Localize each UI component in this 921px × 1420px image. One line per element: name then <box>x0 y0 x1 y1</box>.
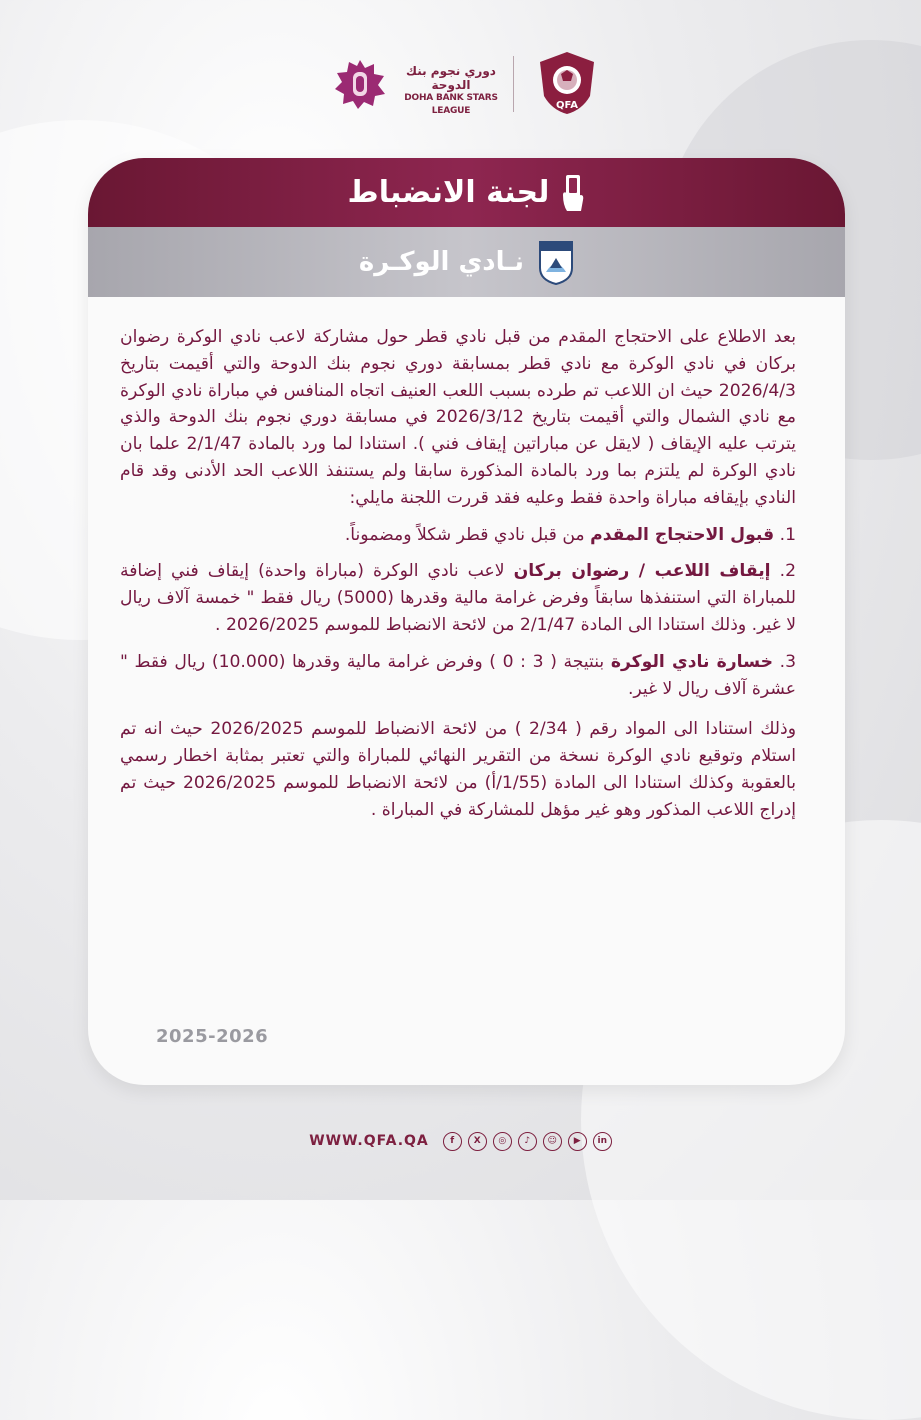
committee-title: لجنة الانضباط <box>347 175 550 210</box>
linkedin-icon[interactable]: in <box>593 1132 612 1151</box>
youtube-icon[interactable]: ▶ <box>568 1132 587 1151</box>
tiktok-icon[interactable]: ♪ <box>518 1132 537 1151</box>
qfa-abbreviation: QFA <box>556 100 578 111</box>
club-band <box>88 227 845 297</box>
league-name <box>390 64 512 118</box>
item-heading: إيقاف اللاعب / رضوان بركان <box>513 561 771 582</box>
logo-bar <box>0 50 921 116</box>
item-number: 3. <box>779 651 797 672</box>
decision-item-1 <box>120 522 796 549</box>
item-number: 1. <box>779 524 796 545</box>
x-icon[interactable]: X <box>468 1132 487 1151</box>
red-card-hand-icon <box>561 173 585 213</box>
item-number: 2. <box>779 561 796 582</box>
al-wakrah-crest-icon <box>538 238 574 286</box>
league-name-arabic: دوري نجوم بنك الدوحة <box>406 64 496 92</box>
doha-bank-stars-league-logo <box>332 58 388 110</box>
item-text: لاعب نادي الوكرة (مباراة واحدة) إيقاف فني إضافة للمباراة التي استنفذها سابقاً وفرض غرامة مالية وقدرها (5000) ريال فقط " خمسة آلاف ريال لا غير. وذلك استنادا الى المادة 2/1/47 من لائحة الانضباط للموسم 2026/2025 . <box>120 561 796 635</box>
facebook-icon[interactable]: f <box>443 1132 462 1151</box>
item-heading: خسارة نادي الوكرة <box>610 651 773 672</box>
committee-title-row <box>88 158 845 227</box>
club-name: نـادي الوكـرة <box>358 247 525 277</box>
committee-header <box>88 158 845 227</box>
intro-paragraph: بعد الاطلاع على الاحتجاج المقدم من قبل نادي قطر حول مشاركة لاعب نادي الوكرة رضوان بركان في نادي الوكرة مع نادي قطر بمسابقة دوري نجوم بنك الدوحة والتي أقيمت بتاريخ 2026/4/3 حيث ان اللاعب تم طرده بسبب اللعب العنيف اتجاه المنافس في مباراة نادي الوكرة مع نادي الشمال والتي أقيمت بتاريخ 2026/3/12 في مسابقة دوري نجوم بنك الدوحة والذي يترتب عليه الإيقاف ( لايقل عن مباراتين إيقاف فني ). استنادا لما ورد بالمادة 2/1/47 علما بان نادي الوكرة لم يلتزم بما ورد بالمادة المذكورة سابقا ولم يستنفذ اللاعب الحد الأدنى وقد قام النادي بإيقافه مباراة واحدة فقط وعليه فقد قررت اللجنة مايلي: <box>120 327 796 508</box>
season-label: 2025-2026 <box>156 1026 269 1047</box>
logo-divider <box>513 56 514 112</box>
website-link[interactable]: WWW.QFA.QA <box>309 1133 429 1149</box>
footer <box>0 1128 921 1154</box>
club-title-row <box>88 227 845 297</box>
qfa-logo <box>536 50 598 116</box>
decision-item-2 <box>120 558 796 638</box>
decision-body <box>120 324 796 824</box>
item-heading: قبول الاحتجاج المقدم <box>590 524 775 545</box>
decision-item-3 <box>120 649 796 703</box>
snapchat-icon[interactable]: ☺ <box>543 1132 562 1151</box>
item-text: بنتيجة ( 3 : 0 ) وفرض غرامة مالية وقدرها (10.000) ريال فقط " عشرة آلاف ريال لا غير. <box>120 651 796 699</box>
item-text: من قبل نادي قطر شكلاً ومضموناً. <box>344 524 591 545</box>
instagram-icon[interactable]: ◎ <box>493 1132 512 1151</box>
closing-paragraph: وذلك استنادا الى المواد رقم ( 2/34 ) من لائحة الانضباط للموسم 2026/2025 حيث انه تم استلام وتوقيع نادي الوكرة نسخة من التقرير النهائي للمباراة والتي تعتبر بمثابة اخطار رسمي بالعقوبة وكذلك استنادا الى المادة (1/55/أ) من لائحة الانضباط للموسم 2026/2025 حيث تم إدراج اللاعب المذكور وهو غير مؤهل للمشاركة في المباراة . <box>120 719 796 820</box>
league-name-english: DOHA BANK STARS LEAGUE <box>404 93 498 116</box>
